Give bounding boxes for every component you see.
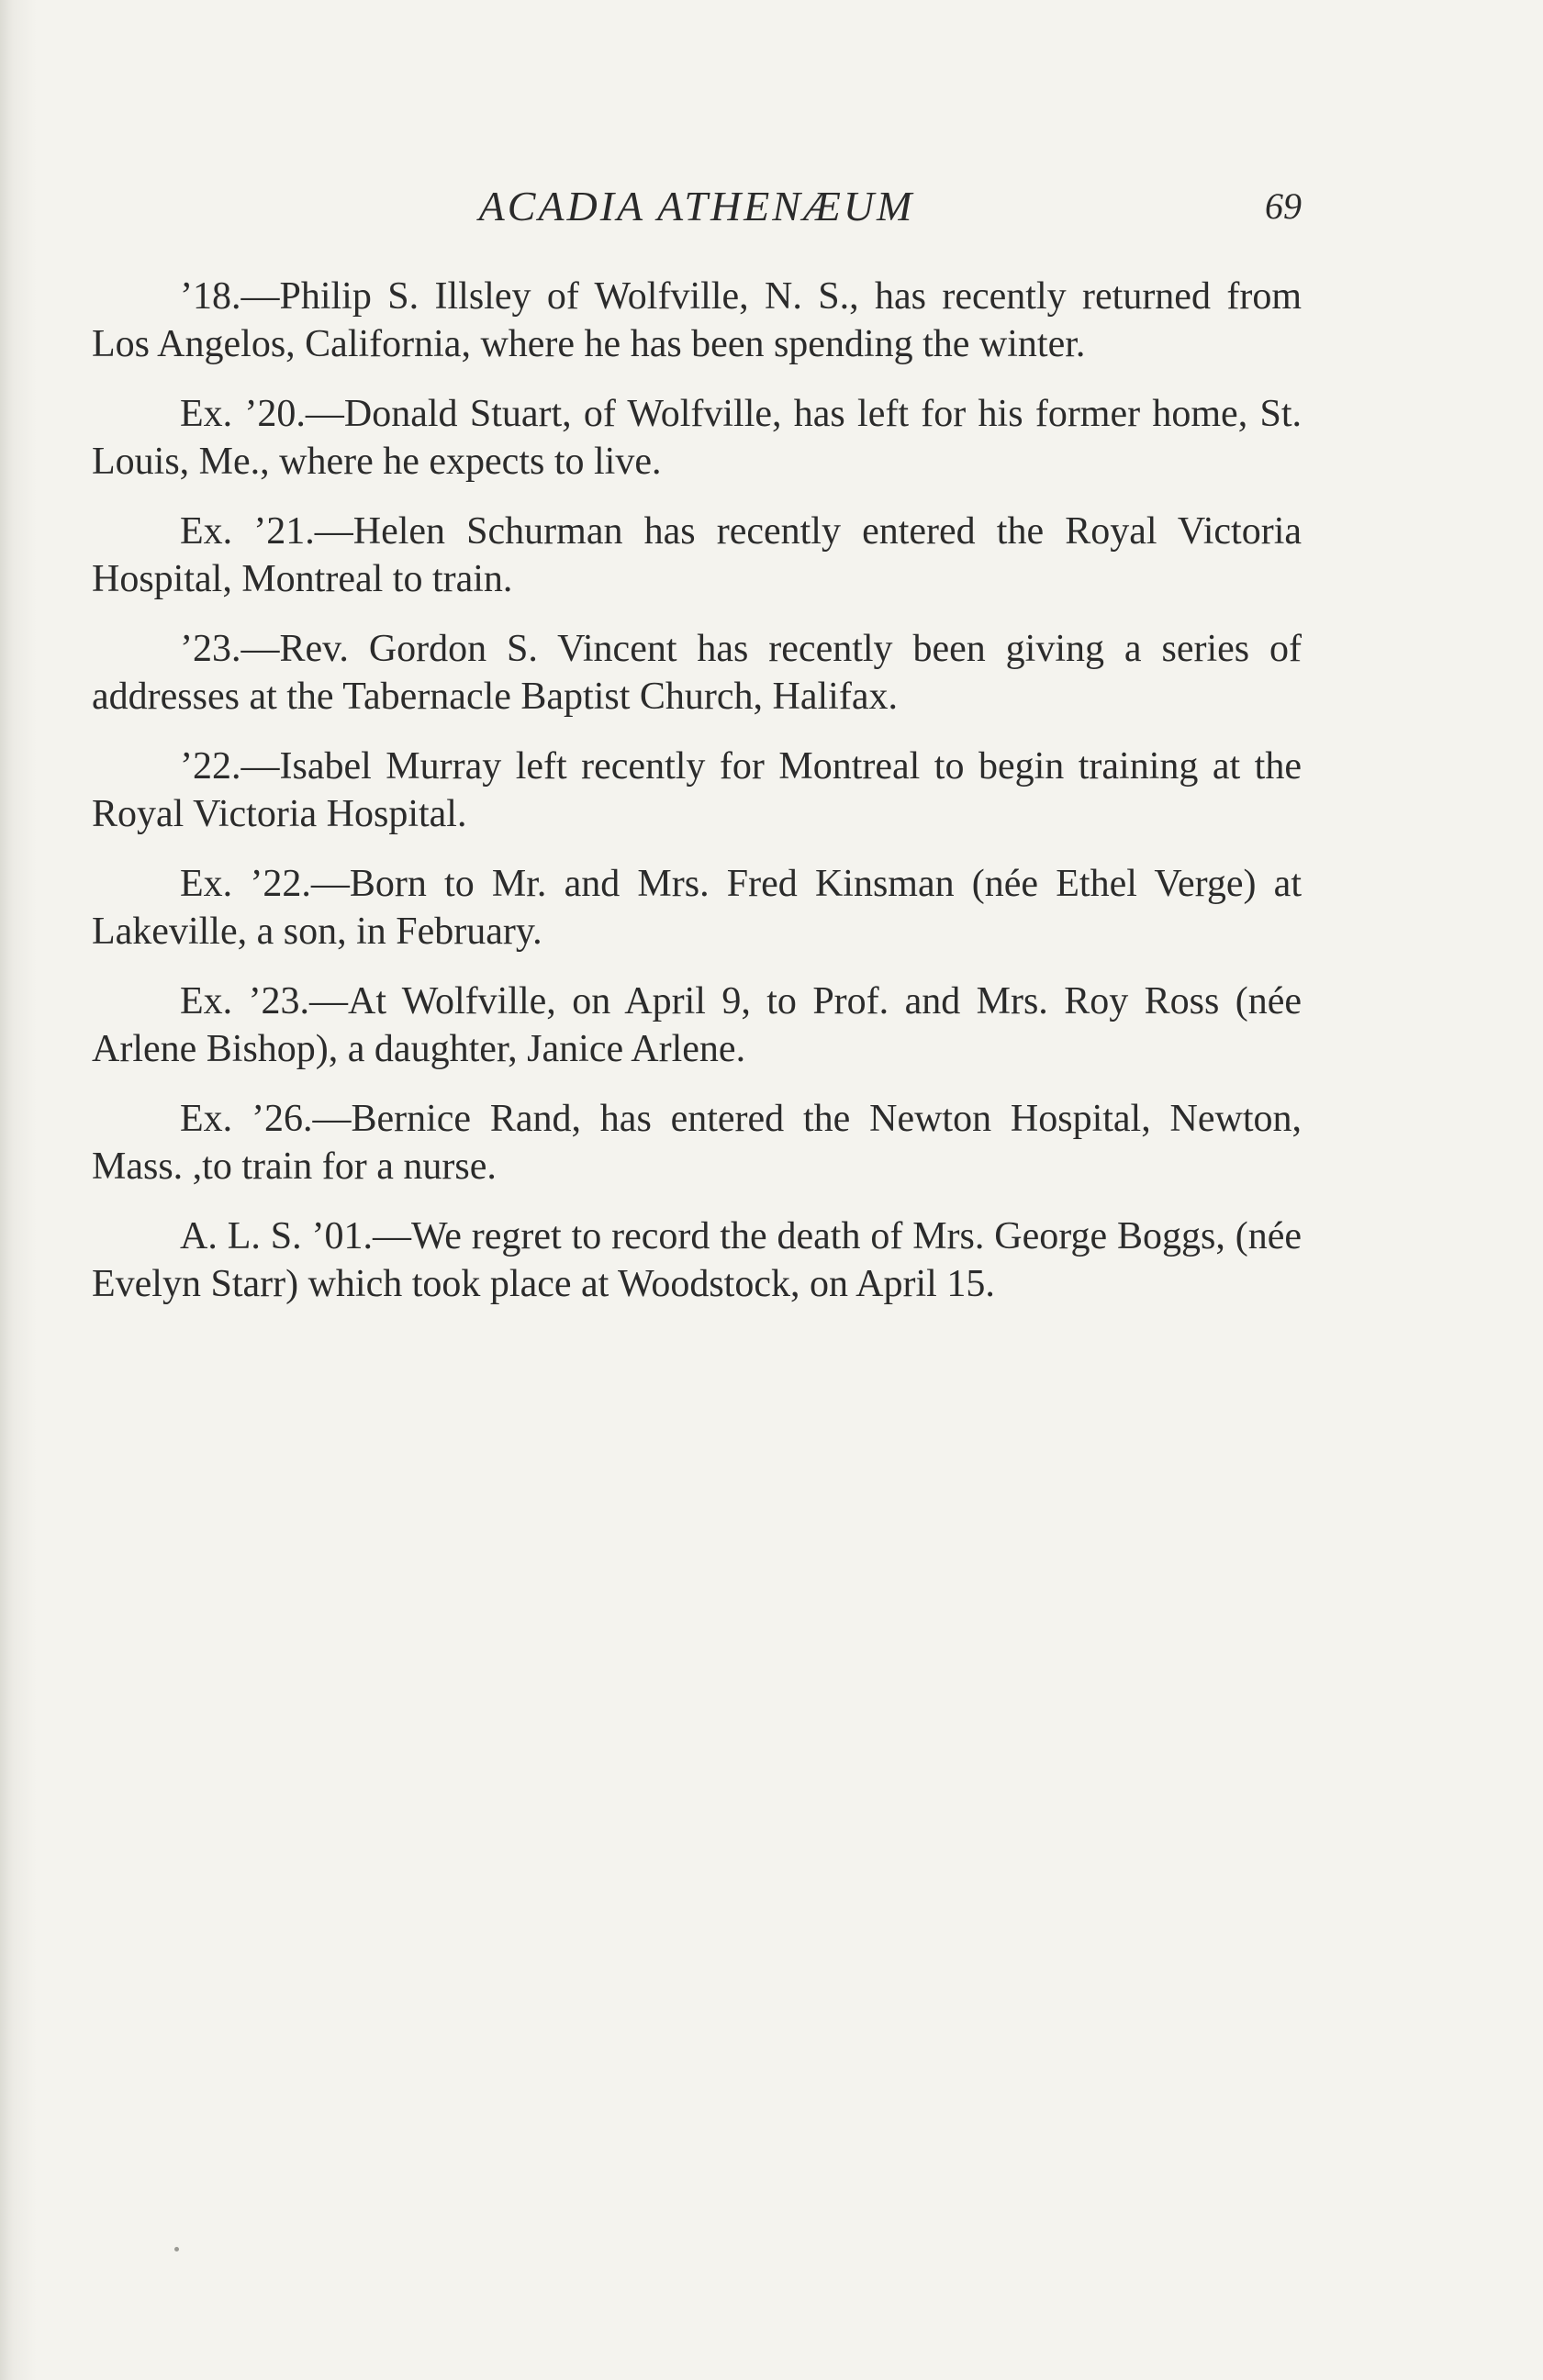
paragraph-9: A. L. S. ’01.—We regret to record the death of Mrs. George Boggs, (née Evelyn Starr) which took place at Woodstock, on April 15. <box>92 1215 1302 1305</box>
paragraph-6: Ex. ’22.—Born to Mr. and Mrs. Fred Kinsman (née Ethel Verge) at Lakeville, a son, in February. <box>92 863 1302 953</box>
paragraph-1: ’18.—Philip S. Illsley of Wolfville, N. S., has recently returned from Los Angelos, California, where he has been spending the winter. <box>92 275 1302 365</box>
paper-speck <box>174 2247 179 2252</box>
body-text <box>92 273 1302 1330</box>
paragraph-5: ’22.—Isabel Murray left recently for Montreal to begin training at the Royal Victoria Hospital. <box>92 745 1302 835</box>
page-number: 69 <box>1265 185 1302 227</box>
journal-title: ACADIA ATHENÆUM <box>478 183 915 229</box>
paragraph-4: ’23.—Rev. Gordon S. Vincent has recently been giving a series of addresses at the Tabernacle Baptist Church, Halifax. <box>92 628 1302 718</box>
paragraph-3: Ex. ’21.—Helen Schurman has recently entered the Royal Victoria Hospital, Montreal to train. <box>92 510 1302 600</box>
paragraph-7: Ex. ’23.—At Wolfville, on April 9, to Prof. and Mrs. Roy Ross (née Arlene Bishop), a daughter, Janice Arlene. <box>92 980 1302 1070</box>
paragraph-8: Ex. ’26.—Bernice Rand, has entered the Newton Hospital, Newton, Mass. ,to train for a nurse. <box>92 1098 1302 1188</box>
paragraph-2: Ex. ’20.—Donald Stuart, of Wolfville, has left for his former home, St. Louis, Me., where he expects to live. <box>92 393 1302 483</box>
running-header <box>92 179 1302 234</box>
